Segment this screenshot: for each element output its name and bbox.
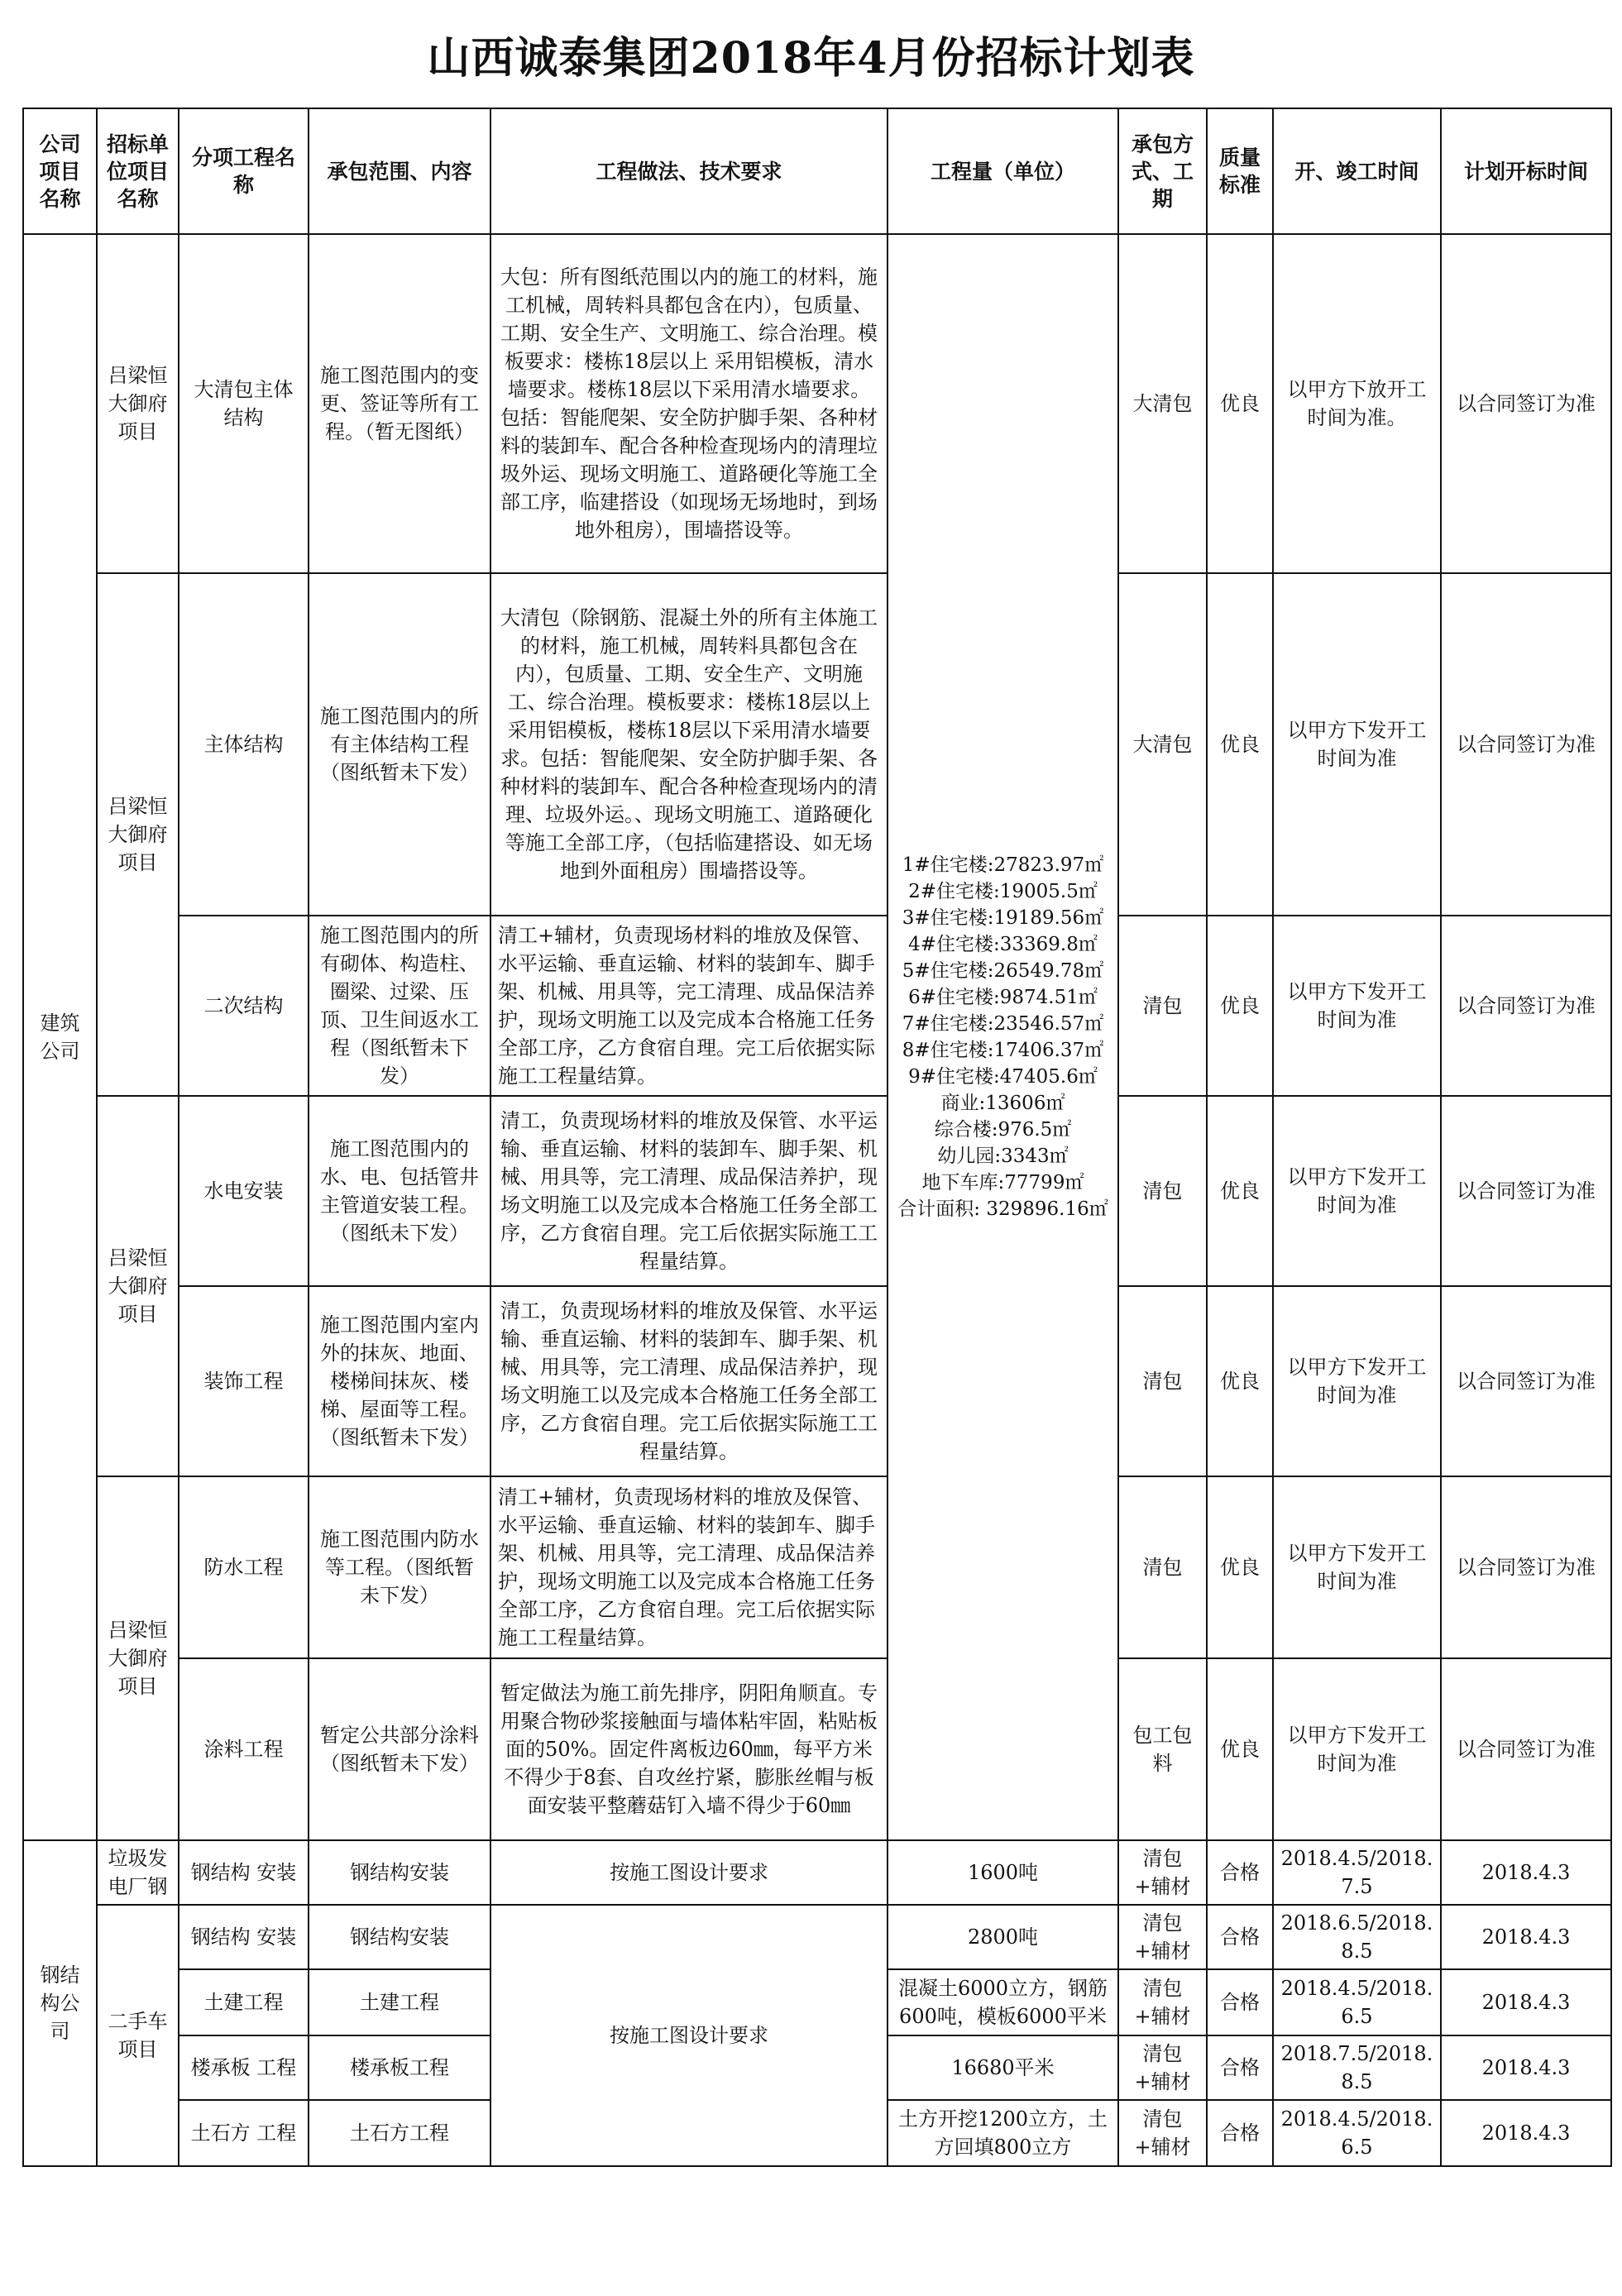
item-cell: 土石方 工程 xyxy=(179,2100,309,2166)
header-company: 公司项目名称 xyxy=(23,108,97,234)
scope-cell: 施工图范围内的所有主体结构工程（图纸暂未下发） xyxy=(309,573,490,916)
quality-cell: 合格 xyxy=(1207,1905,1273,1969)
quality-cell: 优良 xyxy=(1207,1476,1273,1658)
header-quality: 质量标准 xyxy=(1207,108,1273,234)
list-item: 地下车库:77799㎡ xyxy=(921,1172,1084,1193)
list-item: 合计面积: 329896.16㎡ xyxy=(897,1198,1108,1220)
quality-cell: 优良 xyxy=(1207,1658,1273,1840)
scope-cell: 钢结构安装 xyxy=(309,1840,490,1905)
tech-cell: 清工+辅材，负责现场材料的堆放及保管、水平运输、垂直运输、材料的装卸车、脚手架、机械、用具等，完工清理、成品保洁养护，现场文明施工以及完成本合格施工任务全部工序，乙方食宿自理。完工后依据实际施工工程量结算。 xyxy=(490,1476,888,1658)
table-row xyxy=(23,1096,1611,1286)
list-item: 2#住宅楼:19005.5㎡ xyxy=(908,881,1098,902)
item-cell: 二次结构 xyxy=(179,916,309,1096)
header-mode: 承包方式、工期 xyxy=(1118,108,1207,234)
mode-cell: 清包+辅材 xyxy=(1118,1840,1207,1905)
item-cell: 钢结构 安装 xyxy=(179,1905,309,1969)
table-row xyxy=(23,1286,1611,1476)
quantity-cell xyxy=(888,234,1118,1840)
item-cell: 防水工程 xyxy=(179,1476,309,1658)
item-cell: 楼承板 工程 xyxy=(179,2035,309,2100)
scope-cell: 楼承板工程 xyxy=(309,2035,490,2100)
bid-cell: 以合同签订为准 xyxy=(1441,234,1611,573)
bid-cell: 2018.4.3 xyxy=(1441,2100,1611,2166)
header-row xyxy=(23,108,1611,234)
quality-cell: 合格 xyxy=(1207,1969,1273,2035)
project-cell: 吕梁恒大御府项目 xyxy=(97,1096,179,1476)
quantity-cell: 混凝土6000立方，钢筋600吨，模板6000平米 xyxy=(888,1969,1118,2035)
quality-cell: 优良 xyxy=(1207,1096,1273,1286)
table-row xyxy=(23,1476,1611,1658)
bid-cell: 以合同签订为准 xyxy=(1441,1476,1611,1658)
time-cell: 2018.4.5/2018.7.5 xyxy=(1273,1840,1441,1905)
scope-cell: 土石方工程 xyxy=(309,2100,490,2166)
mode-cell: 清包 xyxy=(1118,1096,1207,1286)
time-cell: 以甲方下发开工时间为准 xyxy=(1273,1476,1441,1658)
list-item: 8#住宅楼:17406.37㎡ xyxy=(902,1040,1104,1061)
list-item: 5#住宅楼:26549.78㎡ xyxy=(902,960,1104,982)
tech-cell: 清工，负责现场材料的堆放及保管、水平运输、垂直运输、材料的装卸车、脚手架、机械、用具等，完工清理、成品保洁养护，现场文明施工以及完成本合格施工任务全部工序，乙方食宿自理。完工后依据实际施工工程量结算。 xyxy=(490,1286,888,1476)
bid-cell: 以合同签订为准 xyxy=(1441,916,1611,1096)
table-row xyxy=(23,573,1611,916)
bid-cell: 2018.4.3 xyxy=(1441,2035,1611,2100)
tech-cell: 清工+辅材，负责现场材料的堆放及保管、水平运输、垂直运输、材料的装卸车、脚手架、机械、用具等，完工清理、成品保洁养护，现场文明施工以及完成本合格施工任务全部工序，乙方食宿自理。完工后依据实际施工工程量结算。 xyxy=(490,916,888,1096)
list-item: 3#住宅楼:19189.56㎡ xyxy=(902,907,1104,929)
quality-cell: 合格 xyxy=(1207,1840,1273,1905)
time-cell: 以甲方下发开工时间为准 xyxy=(1273,1096,1441,1286)
time-cell: 以甲方下发开工时间为准 xyxy=(1273,916,1441,1096)
header-tech: 工程做法、技术要求 xyxy=(490,108,888,234)
list-item: 6#住宅楼:9874.51㎡ xyxy=(908,987,1098,1008)
table-row xyxy=(23,916,1611,1096)
time-cell: 以甲方下放开工时间为准。 xyxy=(1273,234,1441,573)
header-bid: 计划开标时间 xyxy=(1441,108,1611,234)
quality-cell: 优良 xyxy=(1207,916,1273,1096)
header-time: 开、竣工时间 xyxy=(1273,108,1441,234)
bid-cell: 以合同签订为准 xyxy=(1441,1286,1611,1476)
mode-cell: 清包 xyxy=(1118,1476,1207,1658)
list-item: 9#住宅楼:47405.6㎡ xyxy=(908,1066,1098,1088)
header-project: 招标单位项目名称 xyxy=(97,108,179,234)
list-item: 7#住宅楼:23546.57㎡ xyxy=(902,1013,1104,1035)
list-item: 商业:13606㎡ xyxy=(940,1093,1065,1114)
mode-cell: 清包+辅材 xyxy=(1118,2100,1207,2166)
project-cell: 吕梁恒大御府项目 xyxy=(97,1476,179,1840)
tech-cell: 大清包（除钢筋、混凝土外的所有主体施工的材料，施工机械，周转料具都包含在内），包质量、工期、安全生产、文明施工、综合治理。模板要求：楼栋18层以上 采用铝模板，楼栋18层以下采用清水墙要求。包括：智能爬架、安全防护脚手架、各种材料的装卸车、配合各种检查现场内的清理、垃圾外运。、现场文明施工、道路硬化等施工全部工序，（包括临建搭设、如无场地到外面租房）围墙搭设等。 xyxy=(490,573,888,916)
bid-cell: 以合同签订为准 xyxy=(1441,1658,1611,1840)
project-cell: 垃圾发电厂钢 xyxy=(97,1840,179,1905)
time-cell: 以甲方下发开工时间为准 xyxy=(1273,1658,1441,1840)
list-item: 4#住宅楼:33369.8㎡ xyxy=(908,934,1098,955)
mode-cell: 清包+辅材 xyxy=(1118,1905,1207,1969)
scope-cell: 土建工程 xyxy=(309,1969,490,2035)
item-cell: 钢结构 安装 xyxy=(179,1840,309,1905)
bid-cell: 2018.4.3 xyxy=(1441,1905,1611,1969)
quantity-cell: 1600吨 xyxy=(888,1840,1118,1905)
scope-cell: 暂定公共部分涂料（图纸暂未下发） xyxy=(309,1658,490,1840)
project-cell: 二手车项目 xyxy=(97,1905,179,2166)
mode-cell: 清包 xyxy=(1118,916,1207,1096)
mode-cell: 清包+辅材 xyxy=(1118,2035,1207,2100)
time-cell: 2018.4.5/2018.6.5 xyxy=(1273,2100,1441,2166)
company-cell: 钢结构公司 xyxy=(23,1840,97,2166)
time-cell: 以甲方下发开工时间为准 xyxy=(1273,573,1441,916)
time-cell: 2018.7.5/2018.8.5 xyxy=(1273,2035,1441,2100)
company-cell: 建筑公司 xyxy=(23,234,97,1840)
bid-cell: 以合同签订为准 xyxy=(1441,1096,1611,1286)
scope-cell: 施工图范围内的变更、签证等所有工程。（暂无图纸） xyxy=(309,234,490,573)
quality-cell: 优良 xyxy=(1207,234,1273,573)
table-row xyxy=(23,234,1611,573)
item-cell: 装饰工程 xyxy=(179,1286,309,1476)
quantity-cell: 土方开挖1200立方，土方回填800立方 xyxy=(888,2100,1118,2166)
mode-cell: 包工包料 xyxy=(1118,1658,1207,1840)
quality-cell: 优良 xyxy=(1207,573,1273,916)
item-cell: 大清包主体结构 xyxy=(179,234,309,573)
time-cell: 以甲方下发开工时间为准 xyxy=(1273,1286,1441,1476)
mode-cell: 清包 xyxy=(1118,1286,1207,1476)
scope-cell: 施工图范围内的所有砌体、构造柱、圈梁、过梁、压顶、卫生间返水工程（图纸暂未下发） xyxy=(309,916,490,1096)
list-item: 幼儿园:3343㎡ xyxy=(937,1146,1069,1167)
bid-plan-table xyxy=(22,108,1612,2167)
item-cell: 水电安装 xyxy=(179,1096,309,1286)
scope-cell: 施工图范围内防水等工程。（图纸暂未下发） xyxy=(309,1476,490,1658)
header-scope: 承包范围、内容 xyxy=(309,108,490,234)
bid-cell: 2018.4.3 xyxy=(1441,1969,1611,2035)
project-cell: 吕梁恒大御府项目 xyxy=(97,573,179,1096)
quantity-list xyxy=(895,852,1111,1222)
tech-cell: 大包：所有图纸范围以内的施工的材料，施工机械，周转料具都包含在内），包质量、工期、安全生产、文明施工、综合治理。模板要求：楼栋18层以上 采用铝模板，清水墙要求。楼栋18层以下采用清水墙要求。包括：智能爬架、安全防护脚手架、各种材料的装卸车、配合各种检查现场内的清理垃圾外运、现场文明施工、道路硬化等施工全部工序，临建搭设（如现场无场地时，到场地外租房），围墙搭设等。 xyxy=(490,234,888,573)
quantity-cell: 16680平米 xyxy=(888,2035,1118,2100)
item-cell: 涂料工程 xyxy=(179,1658,309,1840)
mode-cell: 清包+辅材 xyxy=(1118,1969,1207,2035)
page-title: 山西诚泰集团2018年4月份招标计划表 xyxy=(427,33,1195,84)
item-cell: 土建工程 xyxy=(179,1969,309,2035)
header-quantity: 工程量（单位） xyxy=(888,108,1118,234)
tech-cell: 清工，负责现场材料的堆放及保管、水平运输、垂直运输、材料的装卸车、脚手架、机械、用具等，完工清理、成品保洁养护，现场文明施工以及完成本合格施工任务全部工序，乙方食宿自理。完工后依据实际施工工程量结算。 xyxy=(490,1096,888,1286)
table-row xyxy=(23,1840,1611,1905)
mode-cell: 大清包 xyxy=(1118,234,1207,573)
bid-cell: 2018.4.3 xyxy=(1441,1840,1611,1905)
header-item: 分项工程名称 xyxy=(179,108,309,234)
quality-cell: 合格 xyxy=(1207,2100,1273,2166)
table-row xyxy=(23,1658,1611,1840)
quality-cell: 合格 xyxy=(1207,2035,1273,2100)
scope-cell: 施工图范围内室内外的抹灰、地面、楼梯间抹灰、楼梯、屋面等工程。（图纸暂未下发） xyxy=(309,1286,490,1476)
time-cell: 2018.6.5/2018.8.5 xyxy=(1273,1905,1441,1969)
list-item: 1#住宅楼:27823.97㎡ xyxy=(902,854,1104,876)
bid-cell: 以合同签订为准 xyxy=(1441,573,1611,916)
project-cell: 吕梁恒大御府项目 xyxy=(97,234,179,573)
table-row xyxy=(23,1905,1611,1969)
scope-cell: 施工图范围内的水、电、包括管井主管道安装工程。（图纸未下发） xyxy=(309,1096,490,1286)
item-cell: 主体结构 xyxy=(179,573,309,916)
quality-cell: 优良 xyxy=(1207,1286,1273,1476)
list-item: 综合楼:976.5㎡ xyxy=(934,1119,1072,1141)
scope-cell: 钢结构安装 xyxy=(309,1905,490,1969)
quantity-cell: 2800吨 xyxy=(888,1905,1118,1969)
time-cell: 2018.4.5/2018.6.5 xyxy=(1273,1969,1441,2035)
tech-cell: 暂定做法为施工前先排序，阴阳角顺直。专用聚合物砂浆接触面与墙体粘牢固，粘贴板面的50%。固定件离板边60㎜，每平方米不得少于8套、自攻丝拧紧，膨胀丝帽与板面安装平整蘑菇钉入墙不得少于60㎜ xyxy=(490,1658,888,1840)
tech-cell: 按施工图设计要求 xyxy=(490,1840,888,1905)
tech-cell: 按施工图设计要求 xyxy=(490,1905,888,2166)
mode-cell: 大清包 xyxy=(1118,573,1207,916)
